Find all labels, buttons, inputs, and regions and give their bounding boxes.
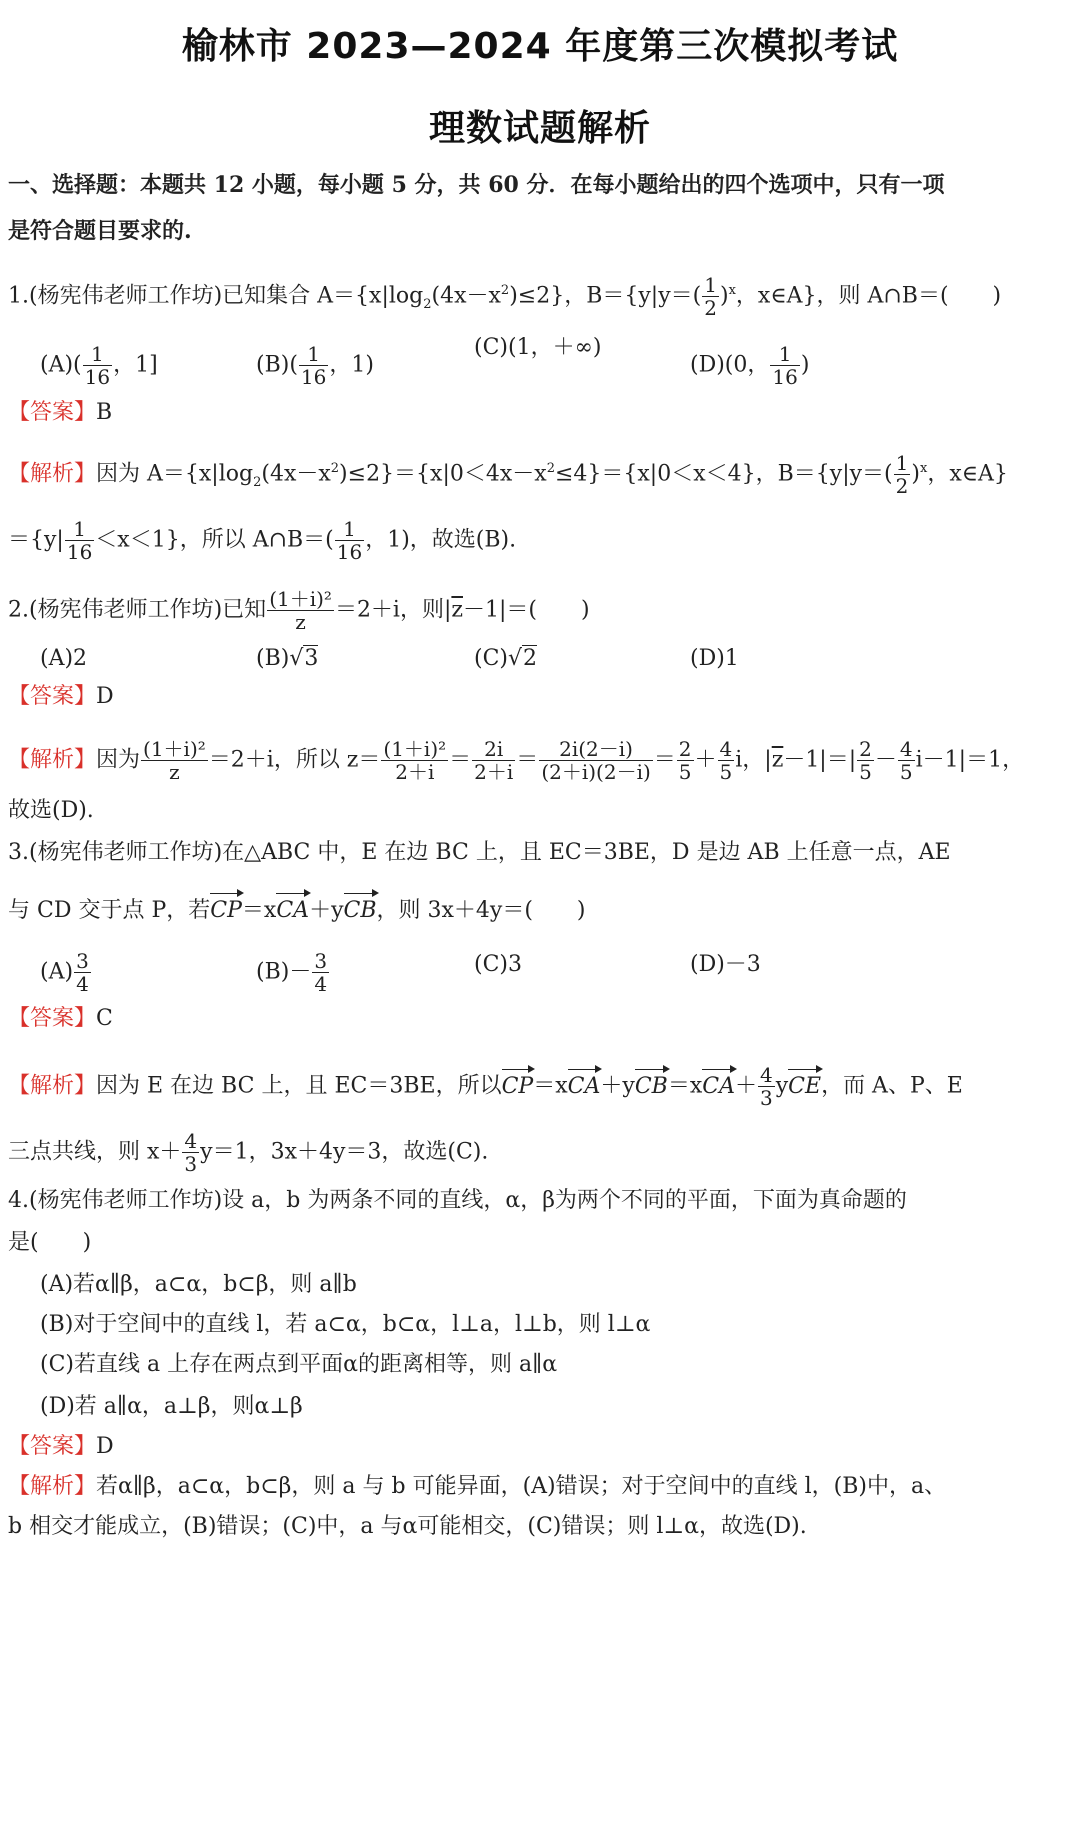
question-2-answer: 【答案】D [8, 684, 114, 709]
question-1-option-c: (C)(1，＋∞) [474, 335, 602, 360]
question-2-stem: 2.(杨宪伟老师工作坊)已知 $\frac{\text{(1＋i)²}}{z}$ ＝2＋i，则$|\overline{z}-1|=$( ) [8, 587, 590, 634]
question-1-answer: 【答案】B [8, 400, 113, 425]
question-1-stem: 1.(杨宪伟老师工作坊)已知集合 $A=\{x|\log_2(4x-x^2)\le 2\}$，B＝{y|y＝( $\frac{1}{2}$ )$^x$，x∈A}，则 A∩B＝( ) [8, 273, 1002, 320]
question-3-analysis: 【解析】因为 E 在边 BC 上，且 EC＝3BE，所以CP＝xCA＋yCB＝xCA＋ $\frac{4}{3}$ yCE，而 A、P、E [8, 1063, 963, 1110]
question-2-option-a: (A)2 [40, 646, 88, 671]
question-3-option-c: (C)3 [474, 952, 522, 977]
question-2-option-b: (B)√3 [256, 646, 319, 671]
document-title: 榆林市 2023—2024 年度第三次模拟考试 [181, 26, 899, 67]
section-heading-cont: 是符合题目要求的. [8, 218, 192, 244]
question-4-stem-cont: 是( ) [8, 1230, 92, 1255]
question-3-analysis-cont: 三点共线，则 x＋ $\frac{4}{3}$ y＝1，3x＋4y＝3，故选(C). [8, 1129, 489, 1176]
question-1-option-b: (B)( $\frac{1}{16}$ ，1) [256, 342, 374, 389]
section-heading: 一、选择题：本题共 12 小题，每小题 5 分，共 60 分．在每小题给出的四个选项中，只有一项 [8, 172, 945, 198]
question-3-stem: 3.(杨宪伟老师工作坊)在△ABC 中，E 在边 BC 上，且 EC＝3BE，D 是边 AB 上任意一点，AE [8, 840, 951, 865]
question-2-analysis-cont: 故选(D). [8, 798, 94, 823]
question-1-option-d: (D)(0， $\frac{1}{16}$ ) [690, 342, 810, 389]
question-4-option-b: (B)对于空间中的直线 l，若 a⊂α，b⊂α，l⊥a，l⊥b，则 l⊥α [40, 1312, 651, 1337]
question-3-answer: 【答案】C [8, 1006, 113, 1031]
question-4-option-a: (A)若α∥β，a⊂α，b⊂β，则 a∥b [40, 1272, 357, 1297]
question-2-option-d: (D)1 [690, 646, 739, 671]
document-subtitle: 理数试题解析 [428, 108, 651, 149]
question-4-answer: 【答案】D [8, 1434, 114, 1459]
question-3-option-b: (B)－ $\frac{3}{4}$ [256, 949, 328, 996]
question-2-option-c: (C)√2 [474, 646, 538, 671]
fraction: $\frac{1}{2}$ [704, 273, 717, 320]
question-4-option-c: (C)若直线 a 上存在两点到平面α的距离相等，则 a∥α [40, 1352, 558, 1377]
vector-cb: CB [344, 896, 377, 926]
question-1-option-a: (A)( $\frac{1}{16}$ ，1] [40, 342, 158, 389]
question-2-analysis: 【解析】因为 $\frac{\text{(1＋i)²}}{z}$ ＝2＋i，所以 z＝ $\frac{\text{(1＋i)²}}{2+i}$ ＝ $\frac{2i}{2+i}$ ＝ $\frac{2i(2-i)}{(2+i)(2-i)}$ ＝ $\frac{2}{5}$ ＋ $\frac{4}{5}$ i，$|\overline{z}-1|=|$ $\frac{2}{5}$ － $\frac{4}{5}$ i－1|＝1， [8, 737, 1025, 784]
vector-ca: CA [276, 896, 309, 926]
question-3-option-d: (D)－3 [690, 952, 761, 977]
question-1-analysis-cont: ＝{y| $\frac{1}{16}$ ＜x＜1}，所以 A∩B＝( $\frac{1}{16}$ ，1)，故选(B). [8, 517, 517, 564]
vector-cp: CP [210, 896, 242, 926]
question-1-analysis: 【解析】因为 $A=\{x|\log_2(4x-x^2)\le 2\}=\{x|0<4x-x^2\le 4\}=\{x|0<x<4\}$，B＝{y|y＝( $\frac{1}{2}$ )$^x$，x∈A} [8, 451, 1008, 498]
question-3-stem-cont: 与 CD 交于点 P，若CP＝xCA＋yCB，则 3x＋4y＝( ) [8, 896, 1070, 926]
question-4-analysis-cont: b 相交才能成立，(B)错误；(C)中，a 与α可能相交，(C)错误；则 l⊥α，故选(D). [8, 1514, 807, 1539]
question-4-option-d: (D)若 a∥α，a⊥β，则α⊥β [40, 1394, 303, 1419]
question-4-analysis: 【解析】若α∥β，a⊂α，b⊂β，则 a 与 b 可能异面，(A)错误；对于空间中的直线 l，(B)中，a、 [8, 1474, 947, 1499]
question-3-option-a: (A) $\frac{3}{4}$ [40, 949, 89, 996]
question-4-stem: 4.(杨宪伟老师工作坊)设 a，b 为两条不同的直线，α，β为两个不同的平面，下面为真命题的 [8, 1188, 907, 1213]
